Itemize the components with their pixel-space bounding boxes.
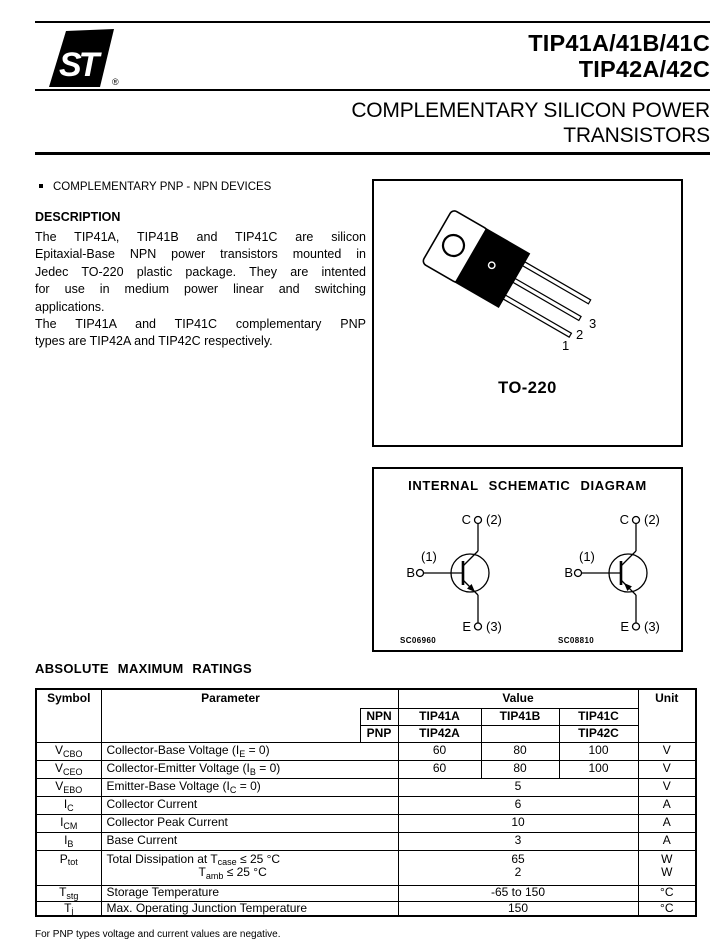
stray-dot: .: [448, 438, 452, 450]
schematic-title: INTERNAL SCHEMATIC DIAGRAM: [408, 478, 647, 493]
npn-base-label: B: [406, 565, 415, 580]
unit-cell: A: [638, 832, 696, 850]
table-header-row: [36, 689, 696, 708]
document-subtitle: [351, 98, 710, 148]
description-line: The TIP41A and TIP41C complementary PNP: [35, 316, 366, 331]
package-figure: [372, 179, 683, 447]
npn-collector-label: C: [461, 512, 471, 527]
pnp-base-label: B: [564, 565, 573, 580]
value-cell: 60: [398, 760, 481, 778]
npn-type-cell: TIP41A: [398, 708, 481, 725]
pnp-collector-label: C: [619, 512, 629, 527]
col-header-parameter: Parameter: [101, 689, 360, 742]
table-row: [36, 796, 696, 814]
schematic-code-npn: SC06960: [400, 636, 437, 645]
parameter-cell: Collector-Emitter Voltage $(I_B = 0)$: [101, 760, 398, 778]
symbol-cell: $T_{stg}$: [36, 885, 101, 901]
header-rule-bottom: [35, 152, 710, 155]
document-subtitle-line2: TRANSISTORS: [563, 124, 710, 147]
pnp-collector-pin: (2): [644, 512, 660, 527]
table-row: [36, 778, 696, 796]
header-rule-top: [35, 21, 710, 23]
to220-lead-1: [503, 295, 571, 337]
npn-emitter-terminal: [475, 623, 482, 630]
description-line: types are TIP42A and TIP42C respectively.: [35, 334, 273, 349]
description-line: Epitaxial-Base NPN power transistors mounted in: [35, 247, 366, 262]
npn-transistor-symbol: [417, 517, 490, 631]
table-row: [36, 760, 696, 778]
to220-package: [422, 209, 596, 345]
description-body: [35, 230, 366, 352]
value-cell: 100: [559, 760, 638, 778]
symbol-cell: $P_{tot}$: [36, 850, 101, 885]
part-number-title-line2: TIP42A/42C: [578, 56, 710, 82]
parameter-cell: Total Dissipation at $T_{case} \le 25$ °C $T_{amb} \le 25$ °C: [101, 850, 398, 885]
pnp-type-cell: TIP42C: [559, 725, 638, 742]
table-footnote: For PNP types voltage and current values are negative.: [35, 929, 281, 940]
pnp-emitter-terminal: [633, 623, 640, 630]
description-line: applications.: [35, 299, 105, 314]
npn-row-label: NPN: [360, 708, 398, 725]
value-cell: -65 to 150: [398, 885, 638, 901]
pnp-base-pin: (1): [579, 549, 595, 564]
pnp-transistor-symbol: [575, 517, 648, 631]
parameter-cell: Base Current: [101, 832, 398, 850]
parameter-cell: Storage Temperature: [101, 885, 398, 901]
value-cell: 60: [398, 742, 481, 760]
parameter-cell: Emitter-Base Voltage $(I_C = 0)$: [101, 778, 398, 796]
table-row: [36, 901, 696, 916]
pin-label-2: 2: [576, 327, 584, 342]
description-line: The TIP41A, TIP41B and TIP41C are silicon: [35, 230, 366, 244]
value-cell: 5: [398, 778, 638, 796]
value-cell: 150: [398, 901, 638, 916]
header-rule-middle: [35, 89, 710, 91]
pnp-type-cell: TIP42A: [398, 725, 481, 742]
table-row: [36, 832, 696, 850]
npn-base-terminal: [417, 570, 424, 577]
npn-type-cell: TIP41C: [559, 708, 638, 725]
npn-base-pin: (1): [421, 549, 437, 564]
pnp-emitter-label: E: [620, 619, 629, 634]
unit-cell: V: [638, 742, 696, 760]
description-heading: DESCRIPTION: [35, 210, 121, 224]
parameter-cell: Max. Operating Junction Temperature: [101, 901, 398, 916]
npn-emitter-pin: (3): [486, 619, 502, 634]
to220-lead-2: [513, 279, 581, 321]
parameter-cell: Collector-Base Voltage $(I_E = 0)$: [101, 742, 398, 760]
to220-lead-3: [523, 262, 591, 304]
unit-cell: A: [638, 796, 696, 814]
symbol-cell: $T_j$: [36, 901, 101, 916]
pnp-type-cell: [481, 725, 559, 742]
feature-bullet-text: COMPLEMENTARY PNP - NPN DEVICES: [53, 181, 272, 193]
table-row: [36, 742, 696, 760]
symbol-cell: $V_{CEO}$: [36, 760, 101, 778]
st-logo-text: ST: [59, 46, 97, 84]
value-cell: 65 2: [398, 850, 638, 885]
part-number-title: [528, 30, 710, 82]
npn-collector-pin: (2): [486, 512, 502, 527]
symbol-cell: $V_{CBO}$: [36, 742, 101, 760]
pnp-collector-terminal: [633, 517, 640, 524]
value-cell: 80: [481, 742, 559, 760]
pnp-base-terminal: [575, 570, 582, 577]
square-bullet-icon: [39, 184, 43, 188]
table-row: [36, 814, 696, 832]
to220-drawing: [374, 181, 681, 376]
st-logo: [45, 28, 117, 92]
pnp-row-label: PNP: [360, 725, 398, 742]
package-caption: TO-220: [498, 379, 557, 397]
unit-cell: °C: [638, 901, 696, 916]
table-row: [36, 885, 696, 901]
symbol-cell: $I_B$: [36, 832, 101, 850]
npn-type-cell: TIP41B: [481, 708, 559, 725]
schematic-figure: [372, 467, 683, 652]
value-cell: 80: [481, 760, 559, 778]
schematic-drawing: [374, 493, 681, 651]
description-line: for use in medium power linear and switching: [35, 282, 366, 297]
parameter-cell: Collector Current: [101, 796, 398, 814]
npn-emitter-label: E: [462, 619, 471, 634]
value-cell: 6: [398, 796, 638, 814]
col-header-value: Value: [398, 689, 638, 708]
value-cell: 3: [398, 832, 638, 850]
parameter-cell: Collector Peak Current: [101, 814, 398, 832]
document-subtitle-line1: COMPLEMENTARY SILICON POWER: [351, 99, 710, 122]
symbol-cell: $V_{EBO}$: [36, 778, 101, 796]
symbol-cell: $I_C$: [36, 796, 101, 814]
col-header-unit: Unit: [638, 689, 696, 742]
description-line: Jedec TO-220 plastic package. They are intented: [35, 264, 366, 279]
ratings-table: [35, 688, 697, 917]
unit-cell: V: [638, 778, 696, 796]
pin-label-1: 1: [562, 338, 570, 353]
unit-cell: A: [638, 814, 696, 832]
header-spacer-cell: [360, 689, 398, 708]
table-row: [36, 850, 696, 885]
unit-cell: °C: [638, 885, 696, 901]
schematic-code-pnp: SC08810: [558, 636, 595, 645]
npn-collector-terminal: [475, 517, 482, 524]
part-number-title-line1: TIP41A/41B/41C: [528, 30, 710, 56]
unit-cell: V: [638, 760, 696, 778]
symbol-cell: $I_{CM}$: [36, 814, 101, 832]
pin-label-3: 3: [589, 316, 597, 331]
pnp-emitter-pin: (3): [644, 619, 660, 634]
col-header-symbol: Symbol: [36, 689, 101, 742]
registered-trademark: ®: [112, 77, 119, 87]
unit-cell: W W: [638, 850, 696, 885]
value-cell: 10: [398, 814, 638, 832]
value-cell: 100: [559, 742, 638, 760]
feature-bullet: [39, 181, 271, 193]
ratings-heading: ABSOLUTE MAXIMUM RATINGS: [35, 661, 253, 676]
